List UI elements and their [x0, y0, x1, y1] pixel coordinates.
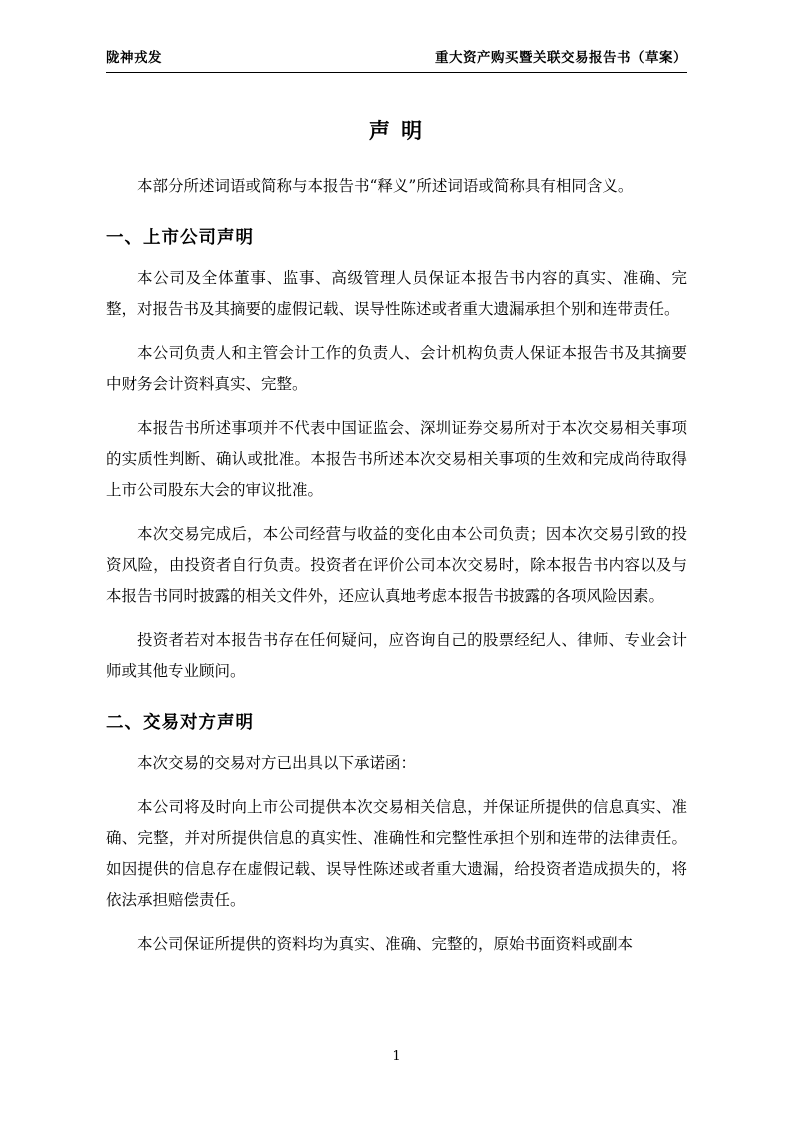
page-title: 声 明	[368, 119, 425, 143]
section-2-paragraph-1: 本次交易的交易对方已出具以下承诺函：	[137, 754, 417, 772]
section-2-paragraph-3: 本公司保证所提供的资料均为真实、准确、完整的，原始书面资料或副本	[137, 935, 634, 953]
intro-paragraph: 本部分所述词语或简称与本报告书“释义”所述词语或简称具有相同含义。	[137, 177, 634, 195]
header-document-name: 重大资产购买暨关联交易报告书（草案）	[435, 50, 687, 66]
section-heading-1: 一、上市公司声明	[106, 228, 254, 248]
section-1-paragraph-2: 本公司负责人和主管会计工作的负责人、会计机构负责人保证本报告书及其摘要中财务会计资料真实、完整。	[106, 344, 687, 393]
section-heading-2: 二、交易对方声明	[106, 713, 254, 733]
page-content	[106, 0, 687, 973]
section-1-paragraph-5: 投资者若对本报告书存在任何疑问，应咨询自己的股票经纪人、律师、专业会计师或其他专业顾问。	[106, 631, 687, 680]
page-header	[106, 0, 687, 73]
section-1-paragraph-1: 本公司及全体董事、监事、高级管理人员保证本报告书内容的真实、准确、完整，对报告书及其摘要的虚假记载、误导性陈述或者重大遗漏承担个别和连带责任。	[106, 269, 687, 318]
page-number: 1	[392, 1049, 401, 1064]
section-1-paragraph-4: 本次交易完成后，本公司经营与收益的变化由本公司负责；因本次交易引致的投资风险，由投资者自行负责。投资者在评价公司本次交易时，除本报告书内容以及与本报告书同时披露的相关文件外，还应认真地考虑本报告书披露的各项风险因素。	[106, 525, 687, 605]
section-1-paragraph-3: 本报告书所述事项并不代表中国证监会、深圳证券交易所对于本次交易相关事项的实质性判断、确认或批准。本报告书所述本次交易相关事项的生效和完成尚待取得上市公司股东大会的审议批准。	[106, 419, 687, 499]
header-company-name: 陇神戎发	[106, 50, 162, 66]
section-2-paragraph-2: 本公司将及时向上市公司提供本次交易相关信息，并保证所提供的信息真实、准确、完整，并对所提供信息的真实性、准确性和完整性承担个别和连带的法律责任。如因提供的信息存在虚假记载、误导性陈述或者重大遗漏，给投资者造成损失的，将依法承担赔偿责任。	[106, 798, 687, 909]
